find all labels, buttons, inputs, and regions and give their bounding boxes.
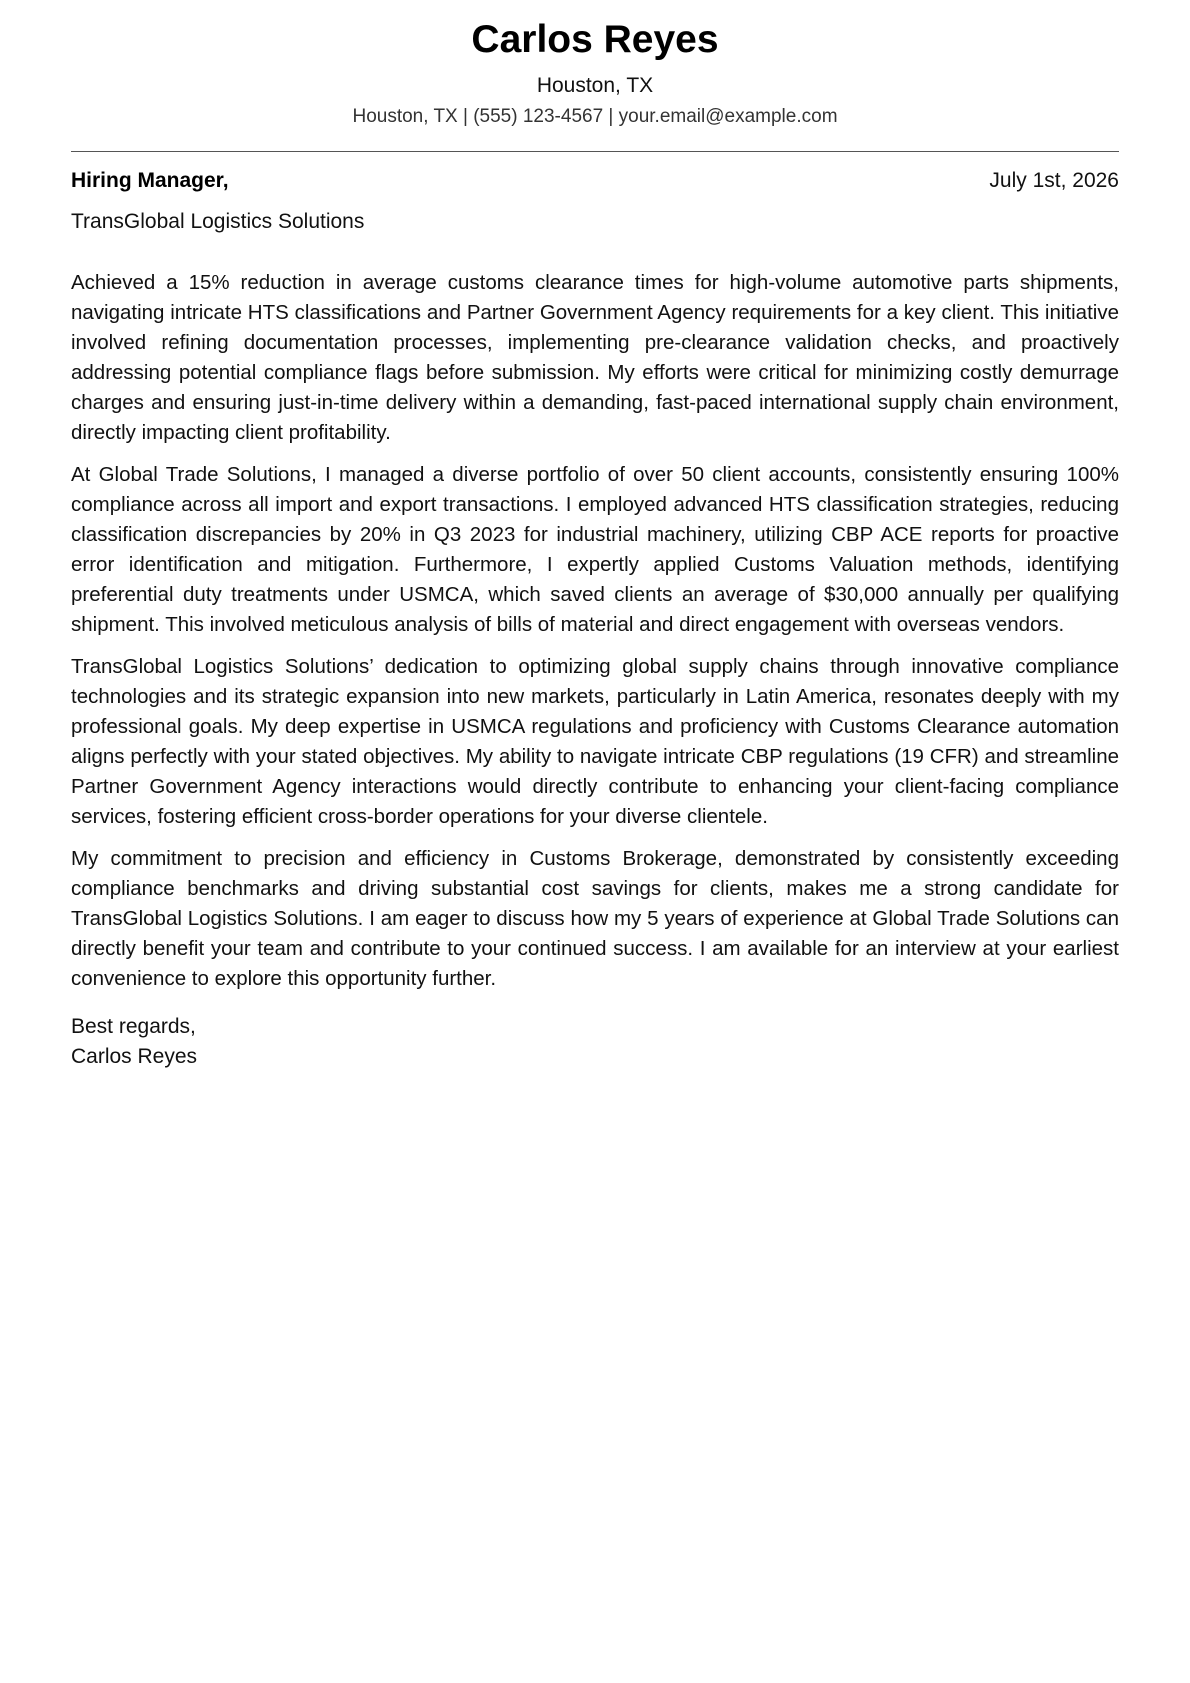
sign-off: Best regards, [71,1015,196,1038]
body-paragraph-4: My commitment to precision and efficiency in Customs Brokerage, demonstrated by consistently exceeding compliance benchmarks and driving substantial cost savings for clients, makes me a strong candidate for TransGlobal Logistics Solutions. I am eager to discuss how my 5 years of experience at Global Trade Solutions can directly benefit your team and contribute to your continued success. I am available for an interview at your earliest convenience to explore this opportunity further. [71,847,1119,990]
letter-closing [71,1012,1119,1072]
body-paragraph-2: At Global Trade Solutions, I managed a diverse portfolio of over 50 client accounts, consistently ensuring 100% compliance across all import and export transactions. I employed advanced HTS classification strategies, reducing classification discrepancies by 20% in Q3 2023 for industrial machinery, utilizing CBP ACE reports for proactive error identification and mitigation. Furthermore, I expertly applied Customs Valuation methods, identifying preferential duty treatments under USMCA, which saved clients an average of $30,000 annually per qualifying shipment. This involved meticulous analysis of bills of material and direct engagement with overseas vendors. [71,463,1119,636]
applicant-location: Houston, TX [536,74,654,97]
letter-date: July 1st, 2026 [989,169,1119,192]
recipient-company: TransGlobal Logistics Solutions [71,210,365,233]
applicant-contact-line: Houston, TX | (555) 123-4567 | your.email@example.com [352,106,838,127]
body-paragraph-3: TransGlobal Logistics Solutions’ dedication to optimizing global supply chains through innovative compliance technologies and its strategic expansion into new markets, particularly in Latin America, resonates deeply with my professional goals. My deep expertise in USMCA regulations and proficiency with Customs Clearance automation aligns perfectly with your stated objectives. My ability to navigate intricate CBP regulations (19 CFR) and streamline Partner Government Agency interactions would directly contribute to enhancing your client-facing compliance services, fostering efficient cross-border operations for your diverse clientele. [71,655,1119,828]
letter-body [71,268,1119,994]
body-paragraph-1: Achieved a 15% reduction in average customs clearance times for high-volume automotive parts shipments, navigating intricate HTS classifications and Partner Government Agency requirements for a key client. This initiative involved refining documentation processes, implementing pre-clearance validation checks, and proactively addressing potential compliance flags before submission. My efforts were critical for minimizing costly demurrage charges and ensuring just-in-time delivery within a demanding, fast-paced international supply chain environment, directly impacting client profitability. [71,271,1119,444]
recipient-row [71,166,1119,196]
signature-name: Carlos Reyes [71,1045,198,1068]
header-divider [71,151,1119,152]
applicant-name: Carlos Reyes [471,18,719,61]
recipient-salutation: Hiring Manager, [71,169,229,192]
letter-header [71,0,1119,130]
